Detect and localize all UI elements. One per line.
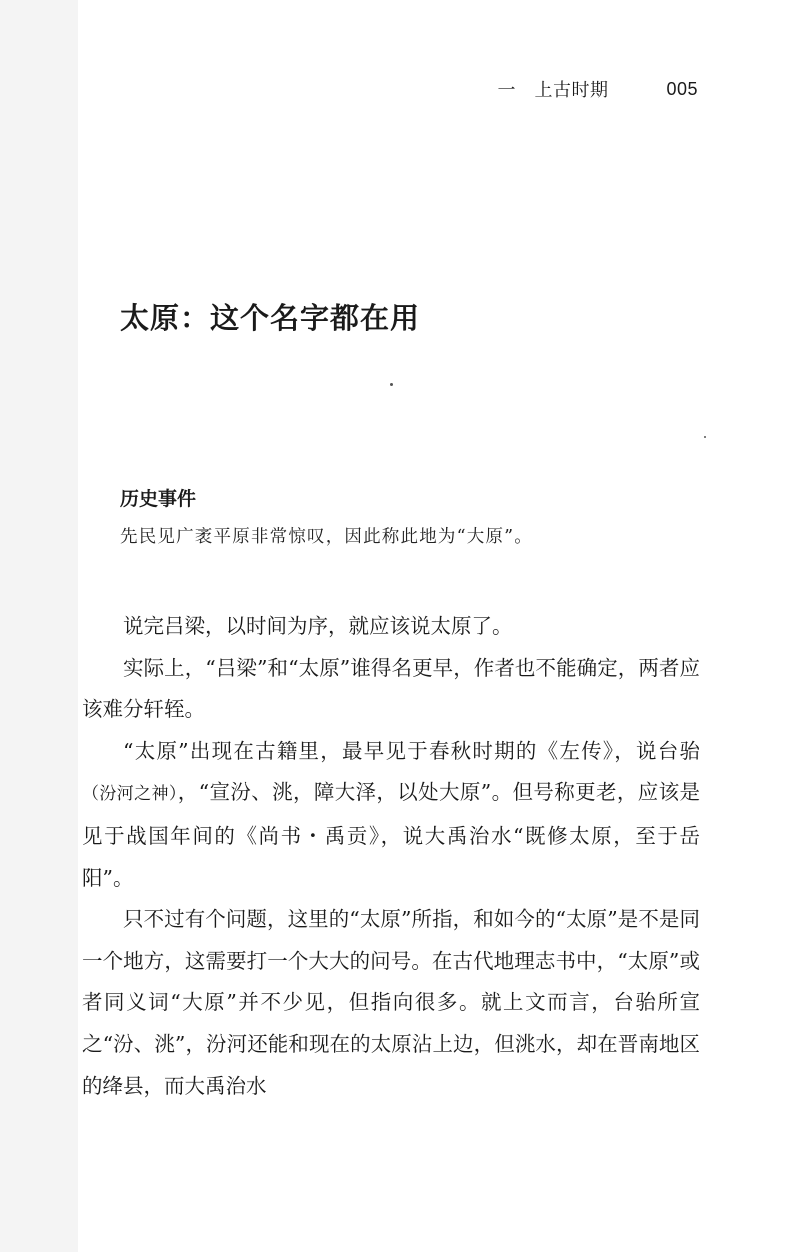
event-heading: 历史事件 [120,488,197,510]
print-speck [704,436,706,438]
paragraph-3-note: （汾河之神） [82,784,178,805]
paragraph-3-part-c: ，“宣汾、洮，障大泽，以处大原”。但号称更老，应该是见于战国年间的《尚书・禹贡》，说大禹治水“既修太原，至于岳阳”。 [82,780,700,890]
book-page [78,0,790,1252]
body-text [82,606,700,1107]
print-speck [390,383,393,386]
running-head [497,76,698,102]
paragraph-4: 只不过有个问题，这里的“太原”所指，和如今的“太原”是不是同一个地方，这需要打一个大大的问号。在古代地理志书中，“太原”或者同义词“大原”并不少见，但指向很多。就上文而言，台骀所宣之“汾、洮”，汾河还能和现在的太原沾上边，但洮水，却在晋南地区的绛县，而大禹治水 [82,907,700,1098]
paragraph-1: 说完吕梁，以时间为序，就应该说太原了。 [123,614,513,638]
paragraph-2: 实际上，“吕梁”和“太原”谁得名更早，作者也不能确定，两者应该难分轩轾。 [82,655,700,722]
paragraph-3-part-a: “太原”出现在古籍里，最早见于春秋时期的《左传》，说台骀 [123,738,700,763]
page-number: 005 [666,78,698,99]
page-gutter [0,0,78,1252]
running-head-chapter: 一 上古时期 [497,80,609,100]
event-text: 先民见广袤平原非常惊叹，因此称此地为“大原”。 [120,527,533,547]
chapter-title: 太原：这个名字都在用 [120,301,421,335]
paragraph-3 [82,731,700,899]
